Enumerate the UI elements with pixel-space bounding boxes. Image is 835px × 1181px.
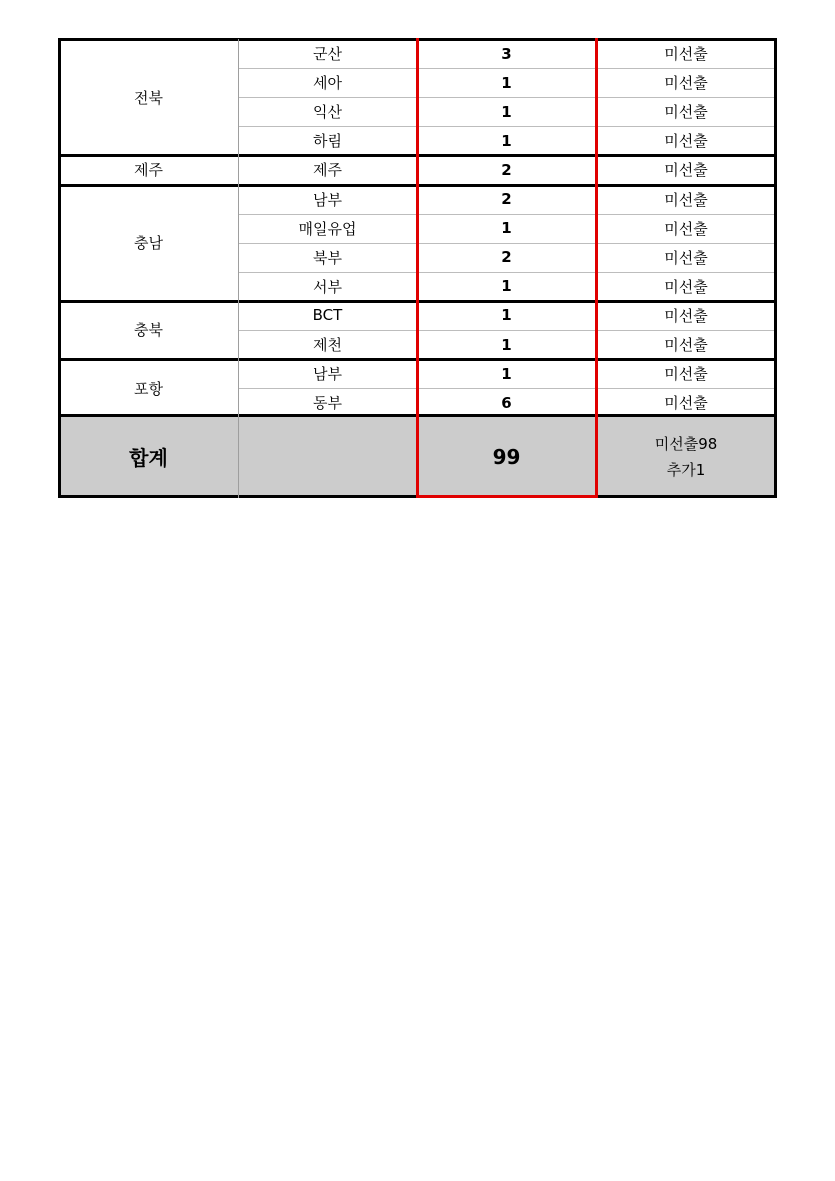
total-branch <box>238 415 417 498</box>
row-divider <box>238 272 776 273</box>
status-cell: 미선출 <box>664 365 708 384</box>
count-cell: 1 <box>501 131 512 150</box>
row-divider <box>238 97 776 98</box>
total-status-line2: 추가1 <box>666 460 706 479</box>
row-divider <box>238 330 776 331</box>
status-cell: 미선출 <box>664 45 708 64</box>
count-cell: 1 <box>501 73 512 92</box>
count-cell: 3 <box>501 44 512 63</box>
status-cell: 미선출 <box>664 394 708 413</box>
count-cell: 2 <box>501 248 512 267</box>
status-cell: 미선출 <box>664 277 708 296</box>
count-cell: 2 <box>501 190 512 209</box>
region-cell: 포항 <box>134 379 163 398</box>
row-divider <box>238 388 776 389</box>
branch-cell: 익산 <box>313 103 342 122</box>
branch-cell: 북부 <box>313 248 342 267</box>
status-cell: 미선출 <box>664 74 708 93</box>
count-cell: 1 <box>501 364 512 383</box>
count-cell: 1 <box>501 102 512 121</box>
branch-cell: 제천 <box>313 336 342 355</box>
status-cell: 미선출 <box>664 132 708 151</box>
branch-cell: 하림 <box>313 132 342 151</box>
status-cell: 미선출 <box>664 103 708 122</box>
branch-cell: 동부 <box>313 394 342 413</box>
branch-cell: 매일유업 <box>298 219 357 238</box>
count-cell: 1 <box>501 306 512 325</box>
branch-cell: 세아 <box>313 74 342 93</box>
total-status-line1: 미선출98 <box>654 434 718 453</box>
region-cell: 제주 <box>134 161 163 180</box>
status-cell: 미선출 <box>664 161 708 180</box>
status-cell: 미선출 <box>664 336 708 355</box>
region-cell: 전북 <box>134 88 163 107</box>
count-cell: 2 <box>501 160 512 179</box>
branch-cell: 남부 <box>313 365 342 384</box>
summary-table <box>59 39 776 498</box>
count-cell: 1 <box>501 335 512 354</box>
branch-cell: 제주 <box>313 161 342 180</box>
branch-cell: BCT <box>312 306 343 325</box>
total-status <box>596 415 776 498</box>
status-cell: 미선출 <box>664 248 708 267</box>
status-cell: 미선출 <box>664 219 708 238</box>
status-cell: 미선출 <box>664 190 708 209</box>
row-divider <box>238 243 776 244</box>
count-cell: 6 <box>501 393 512 412</box>
count-cell: 1 <box>501 219 512 238</box>
total-label: 합계 <box>129 446 168 470</box>
row-divider <box>238 126 776 127</box>
region-cell: 충북 <box>134 321 163 340</box>
status-cell: 미선출 <box>664 306 708 325</box>
total-count: 99 <box>492 444 521 469</box>
region-cell: 충남 <box>134 234 163 253</box>
row-divider <box>238 68 776 69</box>
branch-cell: 서부 <box>313 277 342 296</box>
branch-cell: 남부 <box>313 190 342 209</box>
count-cell: 1 <box>501 277 512 296</box>
branch-cell: 군산 <box>313 45 342 64</box>
row-divider <box>238 214 776 215</box>
